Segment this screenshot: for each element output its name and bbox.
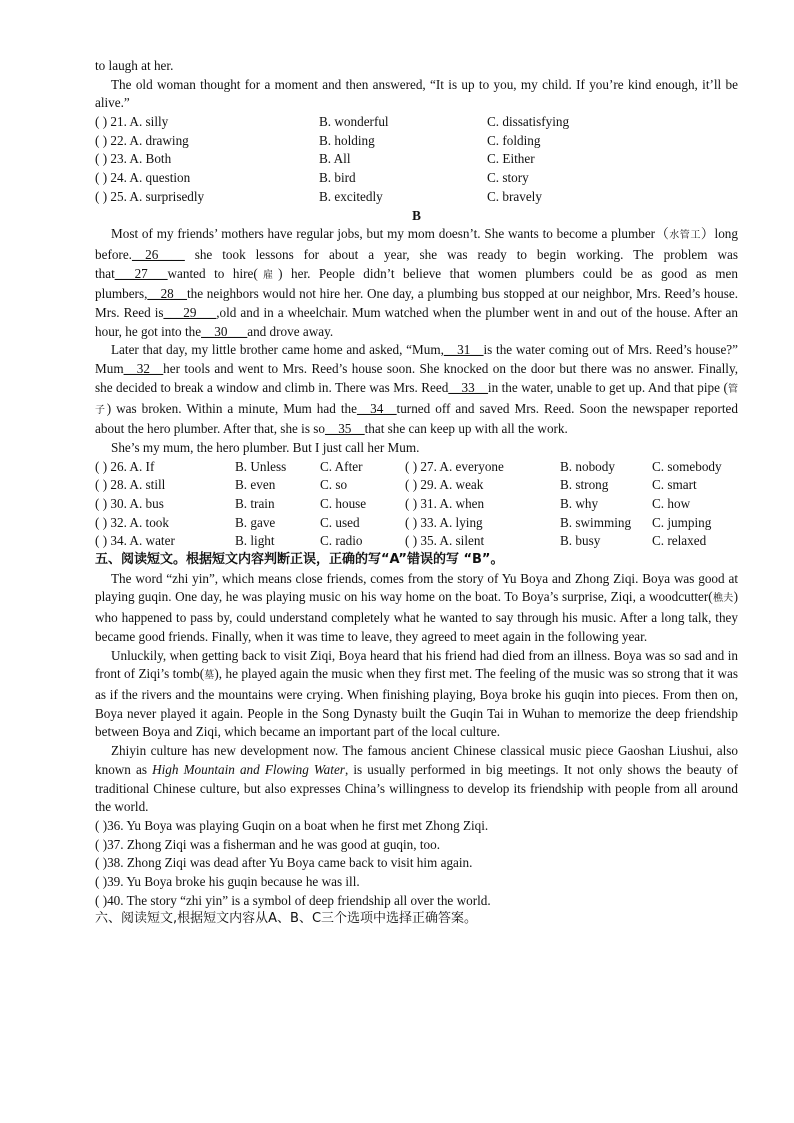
question-stem: ( ) 30. A. bus [95, 496, 164, 512]
text: ,old and in a wheelchair. Mum watched when the plumber went in and out of the house. After an hour, he got into the [95, 305, 738, 339]
option-c: C. relaxed [652, 533, 707, 549]
question-row [95, 113, 738, 132]
option-c: C. smart [652, 477, 697, 493]
text: ）long before. [95, 226, 738, 262]
section-6-heading: 六、阅读短文,根据短文内容从A、B、C三个选项中选择正确答案。 [95, 911, 478, 927]
text: ) was broken. Within a minute, Mum had the [106, 400, 357, 416]
note: 管子 [95, 383, 739, 416]
option-c: C. bravely [487, 188, 542, 204]
option-b: B. gave [235, 514, 276, 530]
option-b: B. light [235, 533, 275, 549]
text: is the water coming out of Mrs. Reed’s house?” Mum [95, 342, 739, 377]
option-b: B. bird [319, 170, 356, 186]
option-b: B. nobody [560, 458, 615, 474]
question-row [95, 532, 738, 551]
section-5-paragraph-3 [95, 742, 738, 817]
note: 樵夫 [712, 593, 734, 605]
option-c: C. used [320, 514, 360, 530]
option-b: B. excitedly [319, 188, 383, 204]
question-stem: ( ) 21. A. silly [95, 114, 169, 130]
question-stem: ( ) 26. A. If [95, 458, 155, 474]
question-stem: ( ) 22. A. drawing [95, 132, 189, 148]
statement: ( )37. Zhong Ziqi was a fisherman and he was good at guqin, too. [95, 836, 440, 852]
option-b: B. busy [560, 533, 601, 549]
text: the neighbors would not hire her. One day, a plumbing bus stopped at our neighbor, Mrs. Reed’s house. Mrs. Reed is [95, 286, 738, 321]
question-row [95, 150, 738, 169]
question-row [95, 188, 738, 207]
question-stem: ( ) 23. A. Both [95, 151, 172, 167]
text: Most of my friends’ mothers have regular jobs, but my mom doesn’t. She wants to become a plumber（ [111, 226, 670, 242]
option-c: C. jumping [652, 514, 712, 530]
note: 墓 [204, 670, 215, 682]
statement: ( )38. Zhong Ziqi was dead after Yu Boya came back to visit him again. [95, 855, 473, 871]
section-b-title: B [412, 207, 421, 223]
option-c: C. dissatisfying [487, 114, 570, 130]
text: ) who happened to pass by, could understand completely what he wanted to say through his music. After a long talk, they became good friends. Finally, when it was time to leave, they agreed to meet again in the following year. [95, 589, 739, 644]
blank-26: __26____ [131, 246, 185, 262]
option-b: B. holding [319, 132, 375, 148]
question-row [95, 169, 738, 188]
text: that she can keep up with all the work. [364, 421, 568, 437]
true-false-statements [95, 817, 738, 910]
option-c: C. folding [487, 132, 541, 148]
question-stem: ( ) 32. A. took [95, 514, 169, 530]
question-row [95, 458, 738, 477]
section-b-questions [95, 458, 738, 551]
question-stem: ( ) 31. A. when [405, 496, 485, 512]
blank-28: __28__ [147, 286, 187, 302]
option-b: B. why [560, 496, 599, 512]
option-c: C. how [652, 496, 691, 512]
text: Unluckily, when getting back to visit Ziqi, Boya heard that his friend had died from an illness. Boya was so sad and in front of Ziqi’s tomb( [95, 647, 738, 682]
option-b: B. wonderful [319, 114, 389, 130]
option-b: B. Unless [235, 458, 287, 474]
option-c: C. somebody [652, 458, 722, 474]
document-page [95, 57, 738, 929]
text: she took lessons for about a year, she was ready to begin working. The problem was that [95, 246, 738, 281]
question-row [95, 476, 738, 495]
text: The word “zhi yin”, which means close friends, comes from the story of Yu Boya and Zhong Ziqi. Boya was good at playing guqin. One day, he was playing music on his way home on the boat. To Boya’s surprise, Ziqi, a woodcutter( [95, 570, 738, 605]
option-b: B. All [319, 151, 351, 167]
note: 水管工 [669, 230, 701, 242]
question-row [95, 495, 738, 514]
text: ) her. People didn’t believe that women plumbers could be as good as men plumbers, [95, 265, 738, 302]
option-b: B. swimming [560, 514, 632, 530]
text: ), he played again the music when they first met. The feeling of the music was so strong that it was as if the rivers and the mountains were crying. When finishing playing, Boya broke his guqin into pieces. From then on, Boya never played it again. People in the Song Dynasty built the Guqin Tai in Wuhan to memorize the deep friendship between Boya and Ziqi, which became an important part of the local culture. [95, 666, 738, 740]
blank-30: __30___ [201, 323, 248, 339]
question-stem: ( ) 28. A. still [95, 477, 166, 493]
section-b-paragraph-2 [95, 341, 738, 439]
option-c: C. house [320, 496, 367, 512]
text: Zhiyin culture has new development now. The famous ancient Chinese classical music piece Gaoshan Liushui, also known as [95, 743, 738, 777]
statement: ( )39. Yu Boya broke his guqin because he was ill. [95, 873, 360, 889]
option-c: C. story [487, 170, 529, 186]
text: and drove away. [247, 323, 334, 339]
question-row [95, 514, 738, 533]
section-b-paragraph-3: She’s my mum, the hero plumber. But I just call her Mum. [111, 439, 420, 455]
blank-33: __33__ [448, 379, 488, 395]
question-stem: ( ) 35. A. silent [405, 533, 485, 549]
section-b-paragraph-1 [95, 225, 738, 341]
question-stem: ( ) 29. A. weak [405, 477, 484, 493]
option-c: C. After [320, 458, 363, 474]
question-row [95, 132, 738, 151]
question-stem: ( ) 25. A. surprisedly [95, 188, 205, 204]
option-b: B. even [235, 477, 276, 493]
option-c: C. radio [320, 533, 363, 549]
section-a-questions [95, 113, 738, 206]
text: wanted to hire( [167, 265, 258, 281]
option-c: C. Either [487, 151, 535, 167]
question-stem: ( ) 33. A. lying [405, 514, 483, 530]
question-stem: ( ) 27. A. everyone [405, 458, 504, 474]
question-stem: ( ) 34. A. water [95, 533, 175, 549]
option-b: B. train [235, 496, 275, 512]
section-5-heading: 五、阅读短文。根据短文内容判断正误，正确的写“A”错误的写 “B”。 [95, 552, 504, 568]
text: in the water, unable to get up. And that pipe ( [487, 379, 728, 395]
italic-title: High Mountain and Flowing Water [152, 761, 345, 777]
question-stem: ( ) 24. A. question [95, 170, 191, 186]
text: , is usually performed in big meetings. It not only shows the beauty of traditional Chinese culture, but also expresses China’s willingness to develop its friendship with people from all around the world. [95, 761, 738, 815]
option-c: C. so [320, 477, 348, 493]
blank-27: ___27___ [114, 265, 168, 281]
blank-32: __32__ [123, 361, 164, 377]
blank-34: __34__ [356, 400, 397, 416]
blank-29: ___29___ [163, 305, 217, 321]
section-5-paragraph-1 [95, 570, 738, 647]
text: turned off and saved Mrs. Reed. Soon the newspaper reported about the hero plumber. After that, she is so [95, 400, 739, 437]
option-b: B. strong [560, 477, 609, 493]
text: Later that day, my little brother came home and asked, “Mum, [111, 342, 444, 358]
note: 雇 [257, 269, 279, 281]
statement: ( )40. The story “zhi yin” is a symbol of deep friendship all over the world. [95, 892, 491, 908]
section-5-paragraph-2 [95, 647, 738, 743]
section-a-paragraph: The old woman thought for a moment and then answered, “It is up to you, my child. If you’re kind enough, it’ll be alive.” [95, 76, 738, 111]
statement: ( )36. Yu Boya was playing Guqin on a boat when he first met Zhong Ziqi. [95, 817, 489, 833]
blank-31: __31__ [443, 342, 484, 358]
text: her tools and went to Mrs. Reed’s house soon. She knocked on the door but there was no answer. Finally, she decided to break a window and climb in. There was Mrs. Reed [95, 361, 738, 395]
blank-35: __35__ [325, 421, 365, 437]
intro-line: to laugh at her. [95, 58, 174, 73]
